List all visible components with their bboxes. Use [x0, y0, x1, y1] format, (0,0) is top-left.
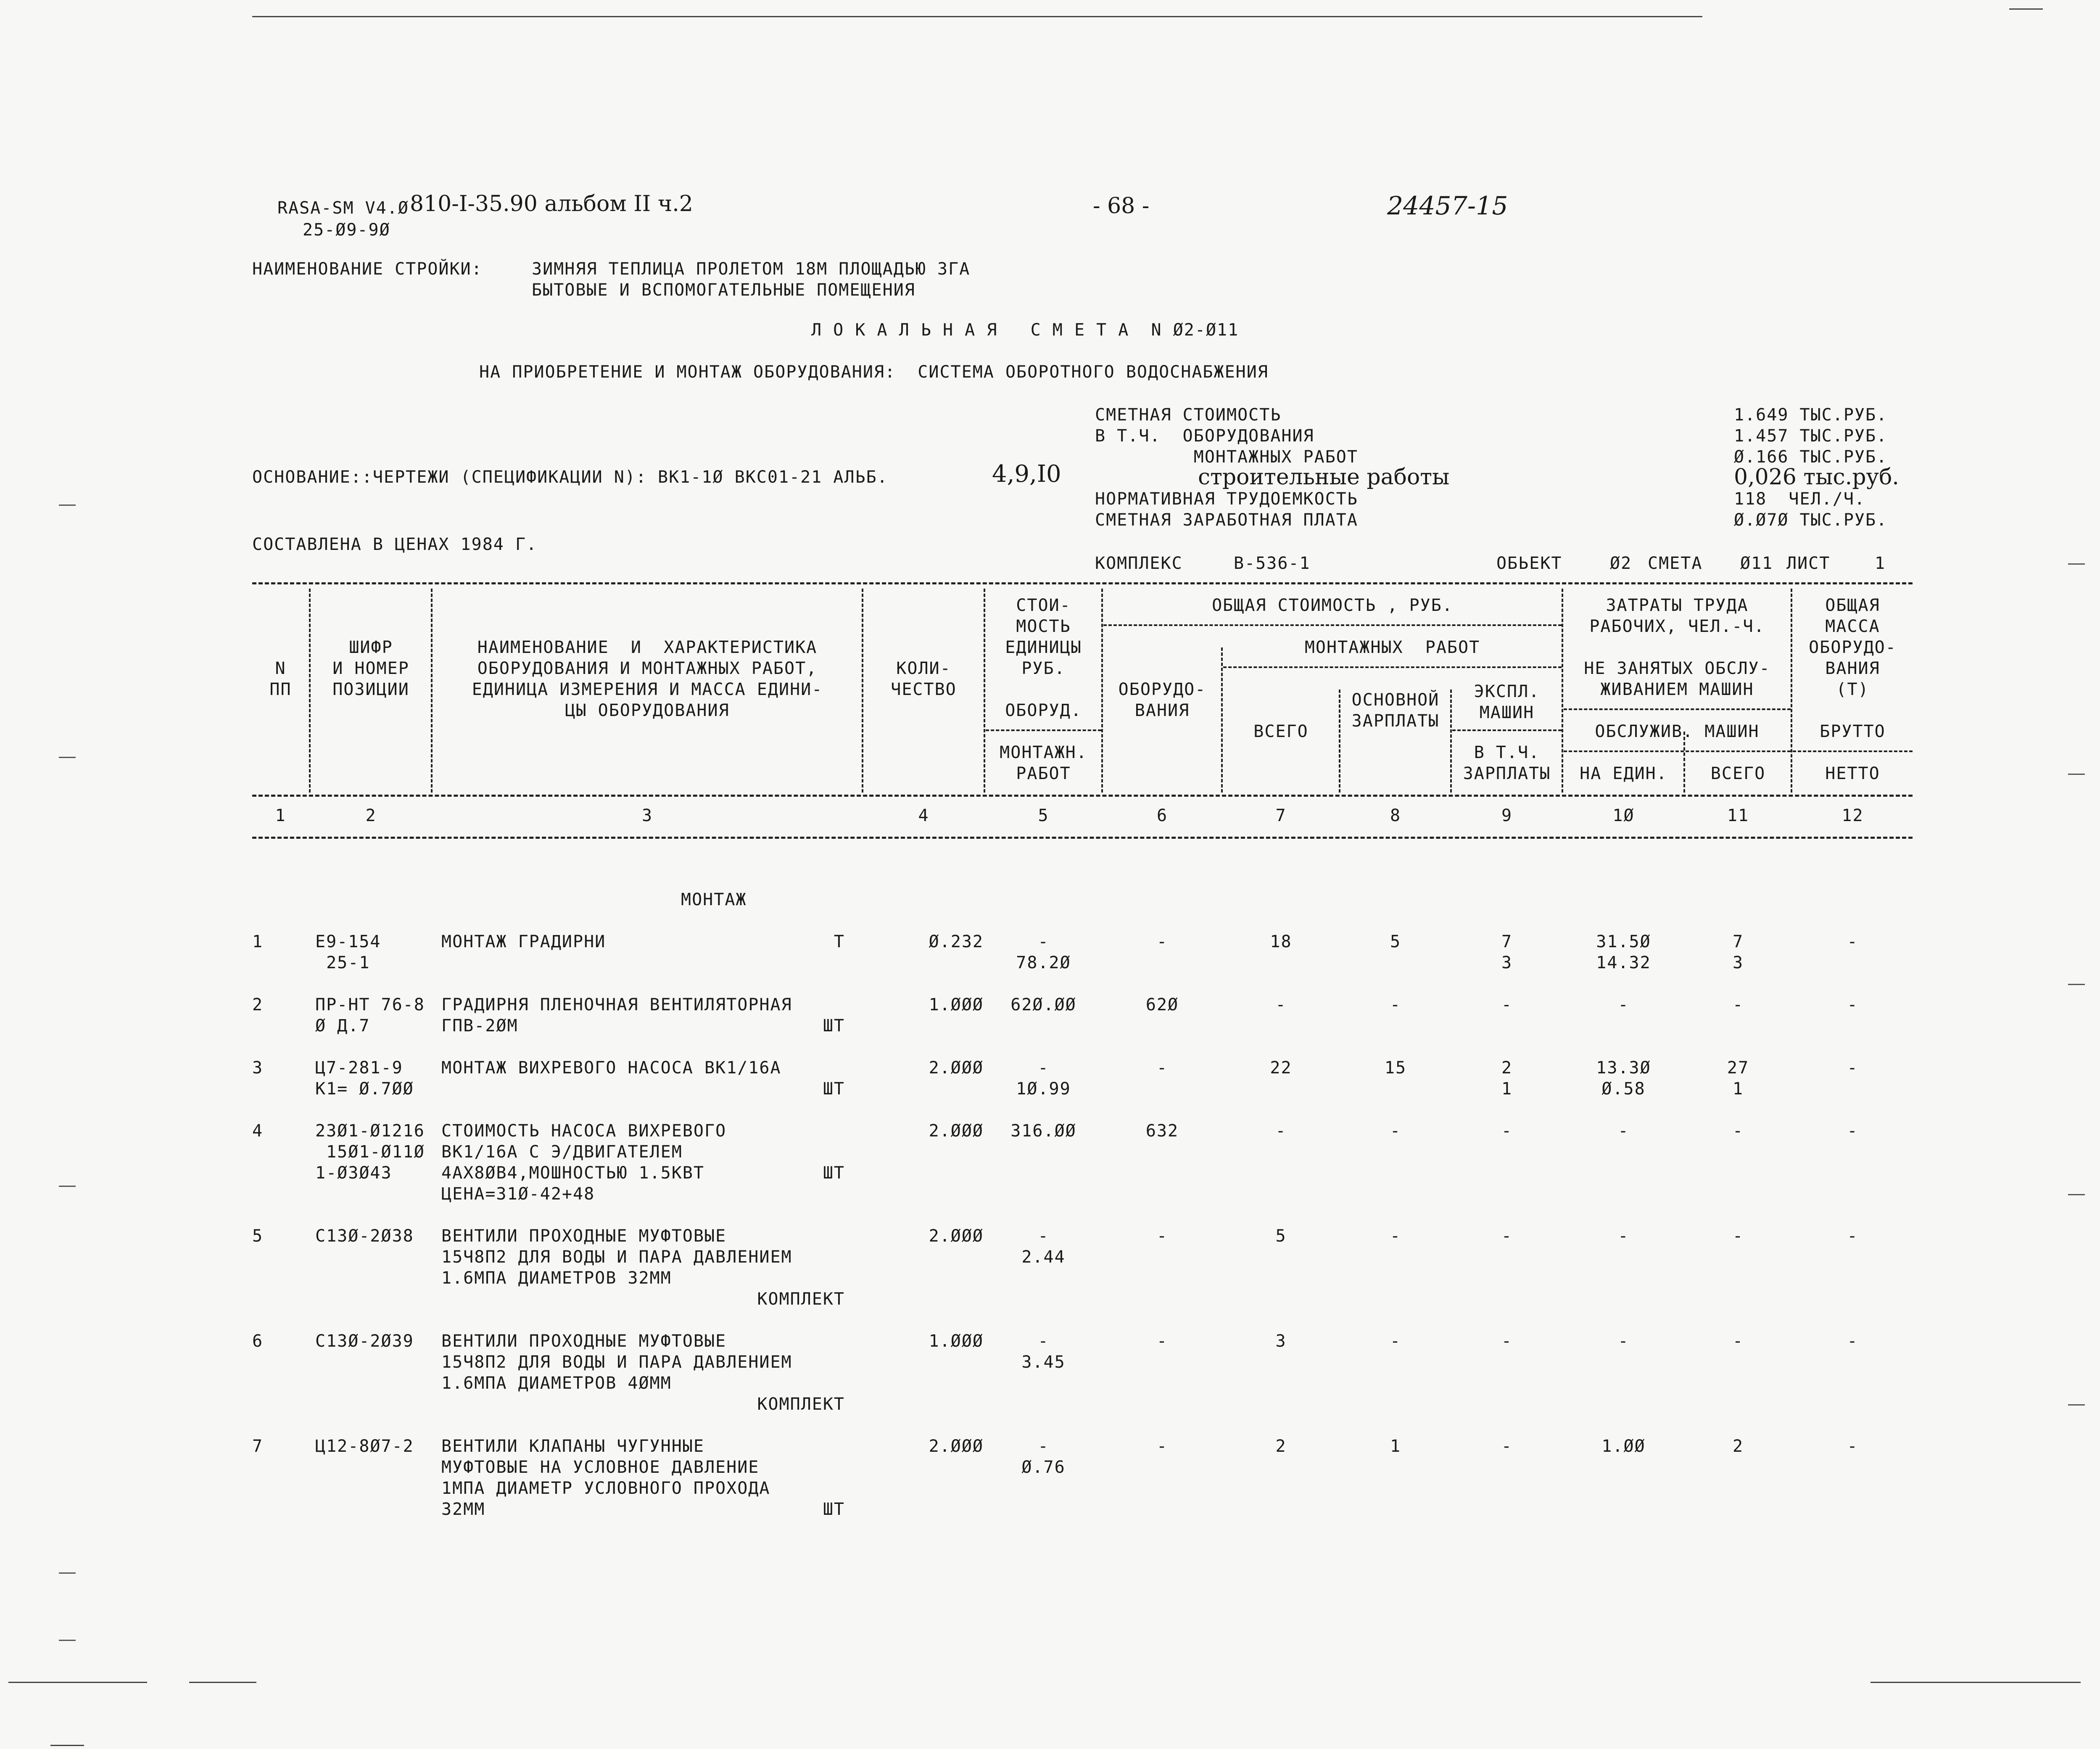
column-separator — [1221, 647, 1223, 793]
basis-text: ОСНОВАНИЕ::ЧЕРТЕЖИ (СПЕЦИФИКАЦИИ N): ВК1-1Ø ВКС01-21 АЛЬБ. — [252, 468, 888, 487]
row-code: Е9-154 25-1 — [315, 932, 381, 972]
header-unit-cost: СТОИ- МОСТЬ ЕДИНИЦЫ РУБ. — [1005, 596, 1082, 678]
row-base-salary: 5 — [1390, 932, 1401, 951]
column-number: 3 — [641, 806, 653, 825]
scan-line-bottom-left — [8, 1682, 147, 1683]
row-name: ВЕНТИЛИ КЛАПАНЫ ЧУГУННЫЕ МУФТОВЫЕ НА УСЛОВНОЕ ДАВЛЕНИЕ 1МПА ДИАМЕТР УСЛОВНОГО ПРОХОДА 32ММ — [441, 1437, 770, 1519]
row-mass: - — [1847, 932, 1858, 951]
row-installation-total: 22 — [1270, 1058, 1292, 1078]
summary-value-handwritten: 0,026 тыс.руб. — [1734, 465, 1899, 490]
header-installation: МОНТАЖНЫХ РАБОТ — [1304, 638, 1480, 657]
table-rule-top — [252, 582, 1913, 584]
column-separator — [862, 589, 863, 793]
row-mass: - — [1847, 1058, 1858, 1078]
page-number: - 68 - — [1093, 193, 1150, 219]
complex-value: В-536-1 — [1234, 554, 1311, 573]
scan-mark — [2009, 8, 2043, 10]
header-mass: ОБЩАЯ МАССА ОБОРУДО- ВАНИЯ (Т) — [1809, 596, 1897, 699]
smeta-value: Ø11 — [1740, 554, 1773, 573]
scan-tick — [2068, 984, 2085, 985]
row-name: ВЕНТИЛИ ПРОХОДНЫЕ МУФТОВЫЕ 15Ч8П2 ДЛЯ ВОДЫ И ПАРА ДАВЛЕНИЕМ 1.6МПА ДИАМЕТРОВ 4ØММ — [441, 1332, 792, 1393]
header-subrule — [1793, 750, 1913, 752]
header-total-cost: ОБЩАЯ СТОИМОСТЬ , РУБ. — [1212, 596, 1453, 615]
construction-label: НАИМЕНОВАНИЕ СТРОЙКИ: — [252, 259, 483, 279]
header-base-salary: ОСНОВНОЙ ЗАРПЛАТЫ — [1351, 690, 1440, 731]
scan-tick — [59, 505, 76, 506]
scan-tick — [2068, 1194, 2085, 1195]
row-quantity: 2.ØØØ — [929, 1121, 984, 1141]
scan-tick — [59, 757, 76, 758]
row-number: 3 — [252, 1058, 264, 1078]
row-unit: ШТ — [823, 1500, 845, 1519]
header-n: N ПП — [269, 659, 292, 699]
column-number: 4 — [918, 806, 929, 825]
row-number: 6 — [252, 1332, 264, 1351]
row-unit-cost: - 2.44 — [1021, 1226, 1066, 1267]
sheet-label: ЛИСТ — [1786, 554, 1831, 573]
smeta-label: СМЕТА — [1648, 554, 1703, 573]
row-quantity: 2.ØØØ — [929, 1226, 984, 1246]
row-unit-cost: - Ø.76 — [1021, 1437, 1066, 1477]
row-installation-total: 2 — [1275, 1437, 1287, 1456]
row-code: 23Ø1-Ø1216 15Ø1-Ø11Ø 1-Ø3Ø43 — [315, 1121, 425, 1183]
header-installation-total: ВСЕГО — [1253, 722, 1309, 741]
summary-label: НОРМАТИВНАЯ ТРУДОЕМКОСТЬ — [1095, 489, 1358, 509]
row-base-salary: - — [1390, 1226, 1401, 1246]
header-subrule — [1223, 666, 1562, 668]
header-quantity: КОЛИ- ЧЕСТВО — [891, 659, 957, 699]
summary-value: Ø.166 ТЫС.РУБ. — [1734, 447, 1888, 467]
row-base-salary: 15 — [1384, 1058, 1407, 1078]
column-separator — [1450, 690, 1452, 793]
row-installation-total: 5 — [1275, 1226, 1287, 1246]
row-base-salary: - — [1390, 995, 1401, 1015]
row-labor-per-unit: - — [1618, 1121, 1629, 1141]
row-equipment-cost: 632 — [1145, 1121, 1179, 1141]
row-quantity: 2.ØØØ — [929, 1058, 984, 1078]
row-base-salary: - — [1390, 1332, 1401, 1351]
column-number: 1 — [275, 806, 286, 825]
column-separator — [1101, 589, 1103, 793]
complex-label: КОМПЛЕКС — [1095, 554, 1183, 573]
summary-label-handwritten: строительные работы — [1198, 465, 1450, 490]
column-separator — [431, 589, 433, 793]
row-equipment-cost: - — [1156, 1437, 1168, 1456]
header-labor-total: ВСЕГО — [1710, 764, 1766, 783]
row-labor-per-unit: 13.3Ø Ø.58 — [1596, 1058, 1651, 1099]
summary-label: СМЕТНАЯ ЗАРАБОТНАЯ ПЛАТА — [1095, 510, 1358, 530]
row-installation-total: - — [1275, 995, 1287, 1015]
row-name: МОНТАЖ ГРАДИРНИ — [441, 932, 606, 951]
column-separator — [984, 589, 985, 793]
row-labor-total: 7 3 — [1732, 932, 1744, 972]
row-base-salary: 1 — [1390, 1437, 1401, 1456]
program-version: RASA-SM V4.Ø — [277, 198, 409, 218]
row-name: СТОИМОСТЬ НАСОСА ВИХРЕВОГО ВК1/16А С Э/ДВИГАТЕЛЕМ 4АХ8ØВ4,МОШНОСТЬЮ 1.5КВТ ЦЕНА=31Ø-42+48 — [441, 1121, 727, 1204]
scan-tick — [59, 1186, 76, 1187]
row-unit: Т — [834, 932, 845, 951]
row-quantity: 1.ØØØ — [929, 1332, 984, 1351]
summary-value: 1.457 ТЫС.РУБ. — [1734, 426, 1888, 446]
row-machine-cost: - — [1501, 1332, 1513, 1351]
row-mass: - — [1847, 1332, 1858, 1351]
column-number: 11 — [1727, 806, 1749, 825]
column-separator — [1562, 589, 1563, 793]
row-number: 5 — [252, 1226, 264, 1246]
row-code: Ц7-281-9 К1= Ø.7ØØ — [315, 1058, 414, 1099]
row-number: 4 — [252, 1121, 264, 1141]
row-number: 1 — [252, 932, 264, 951]
row-equipment-cost: 62Ø — [1145, 995, 1179, 1015]
row-name: ГРАДИРНЯ ПЛЕНОЧНАЯ ВЕНТИЛЯТОРНАЯ ГПВ-2ØМ — [441, 995, 792, 1036]
album-reference: 810-I-35.90 альбом II ч.2 — [410, 191, 693, 217]
row-installation-total: 3 — [1275, 1332, 1287, 1351]
row-machine-cost: 7 3 — [1501, 932, 1513, 972]
row-labor-per-unit: - — [1618, 995, 1629, 1015]
header-subrule — [986, 729, 1101, 731]
row-equipment-cost: - — [1156, 1332, 1168, 1351]
scan-tick — [2068, 1404, 2085, 1406]
construction-line-1: ЗИМНЯЯ ТЕПЛИЦА ПРОЛЕТОМ 18М ПЛОЩАДЬЮ 3ГА — [532, 259, 971, 279]
summary-label: В Т.Ч. ОБОРУДОВАНИЯ — [1095, 426, 1314, 446]
object-value: Ø2 — [1610, 554, 1632, 573]
scan-line-bottom-right — [1870, 1682, 2081, 1683]
row-quantity: Ø.232 — [929, 932, 984, 951]
row-equipment-cost: - — [1156, 1058, 1168, 1078]
column-number: 12 — [1841, 806, 1864, 825]
table-rule-numbers-bottom — [252, 837, 1913, 839]
row-code: С13Ø-2Ø39 — [315, 1332, 414, 1351]
header-labor: ЗАТРАТЫ ТРУДА РАБОЧИХ, ЧЕЛ.-Ч. — [1589, 596, 1765, 636]
scan-line-bottom-left-2 — [189, 1682, 256, 1683]
row-code: ПР-НТ 76-8 Ø Д.7 — [315, 995, 425, 1036]
header-labor-not-machines: НЕ ЗАНЯТЫХ ОБСЛУ- ЖИВАНИЕМ МАШИН — [1584, 659, 1770, 699]
column-number: 7 — [1275, 806, 1287, 825]
header-mass-net: НЕТТО — [1825, 764, 1880, 783]
row-installation-total: 18 — [1270, 932, 1292, 951]
summary-value: Ø.Ø7Ø ТЫС.РУБ. — [1734, 510, 1888, 530]
sheet-value: 1 — [1875, 554, 1886, 573]
column-number: 6 — [1156, 806, 1168, 825]
row-base-salary: - — [1390, 1121, 1401, 1141]
column-number: 1Ø — [1612, 806, 1635, 825]
summary-label: МОНТАЖНЫХ РАБОТ — [1095, 447, 1358, 467]
row-labor-total: - — [1732, 995, 1744, 1015]
row-unit: ШТ — [823, 1016, 845, 1036]
row-machine-cost: - — [1501, 995, 1513, 1015]
header-subrule — [1564, 750, 1791, 752]
row-code: Ц12-8Ø7-2 — [315, 1437, 414, 1456]
scan-tick — [2068, 563, 2085, 565]
row-labor-total: 27 1 — [1727, 1058, 1749, 1099]
row-unit: КОМПЛЕКТ — [757, 1289, 845, 1309]
estimate-subtitle: НА ПРИОБРЕТЕНИЕ И МОНТАЖ ОБОРУДОВАНИЯ: СИСТЕМА ОБОРОТНОГО ВОДОСНАБЖЕНИЯ — [479, 362, 1269, 382]
row-mass: - — [1847, 1226, 1858, 1246]
header-subrule — [1103, 624, 1562, 626]
scan-tick — [59, 1572, 76, 1574]
column-number: 5 — [1038, 806, 1049, 825]
document-number: 24457-15 — [1387, 191, 1508, 221]
row-installation-total: - — [1275, 1121, 1287, 1141]
summary-value: 1.649 ТЫС.РУБ. — [1734, 405, 1888, 425]
row-unit: ШТ — [823, 1163, 845, 1183]
column-number: 8 — [1390, 806, 1401, 825]
row-labor-per-unit: - — [1618, 1332, 1629, 1351]
row-labor-total: 2 — [1732, 1437, 1744, 1456]
header-unit-cost-equipment: ОБОРУД. — [1005, 701, 1082, 720]
header-subrule — [1452, 729, 1562, 731]
row-name: МОНТАЖ ВИХРЕВОГО НАСОСА ВК1/16А — [441, 1058, 781, 1078]
summary-value: 118 ЧЕЛ./Ч. — [1734, 489, 1865, 509]
header-equipment: ОБОРУДО- ВАНИЯ — [1118, 680, 1206, 720]
section-title: МОНТАЖ — [681, 890, 747, 909]
row-equipment-cost: - — [1156, 1226, 1168, 1246]
row-code: С13Ø-2Ø38 — [315, 1226, 414, 1246]
row-number: 2 — [252, 995, 264, 1015]
column-separator — [1339, 690, 1340, 793]
column-number: 2 — [365, 806, 377, 825]
row-name: ВЕНТИЛИ ПРОХОДНЫЕ МУФТОВЫЕ 15Ч8П2 ДЛЯ ВОДЫ И ПАРА ДАВЛЕНИЕМ 1.6МПА ДИАМЕТРОВ 32ММ — [441, 1226, 792, 1288]
header-name: НАИМЕНОВАНИЕ И ХАРАКТЕРИСТИКА ОБОРУДОВАНИЯ И МОНТАЖНЫХ РАБОТ, ЕДИНИЦА ИЗМЕРЕНИЯ И МАССА ЕДИНИ- ЦЫ ОБОРУДОВАНИЯ — [472, 638, 823, 720]
row-labor-per-unit: 1.ØØ — [1601, 1437, 1646, 1456]
header-labor-machines: ОБСЛУЖИВ. МАШИН — [1595, 722, 1760, 741]
row-quantity: 2.ØØØ — [929, 1437, 984, 1456]
table-rule-header-bottom — [252, 795, 1913, 797]
column-separator — [1791, 589, 1792, 793]
row-unit-cost: - 3.45 — [1021, 1332, 1066, 1372]
object-label: ОБЬЕКТ — [1496, 554, 1562, 573]
print-date: 25-Ø9-9Ø — [303, 220, 390, 240]
header-machine-operation: ЭКСПЛ. МАШИН — [1474, 682, 1540, 722]
summary-label: СМЕТНАЯ СТОИМОСТЬ — [1095, 405, 1282, 425]
price-level: СОСТАВЛЕНА В ЦЕНАХ 1984 Г. — [252, 535, 538, 554]
row-machine-cost: - — [1501, 1226, 1513, 1246]
row-labor-total: - — [1732, 1332, 1744, 1351]
header-subrule — [1564, 708, 1791, 710]
header-unit-cost-installation: МОНТАЖН. РАБОТ — [1000, 743, 1087, 783]
header-labor-per-unit: НА ЕДИН. — [1580, 764, 1667, 783]
row-quantity: 1.ØØØ — [929, 995, 984, 1015]
row-unit-cost: - 78.2Ø — [1016, 932, 1071, 972]
scan-line-top — [252, 16, 1702, 17]
estimate-title: Л О К А Л Ь Н А Я С М Е Т А N Ø2-Ø11 — [811, 320, 1239, 340]
row-unit: КОМПЛЕКТ — [757, 1395, 845, 1414]
column-separator — [309, 589, 311, 793]
row-labor-per-unit: - — [1618, 1226, 1629, 1246]
row-number: 7 — [252, 1437, 264, 1456]
row-labor-total: - — [1732, 1121, 1744, 1141]
scan-tick — [2068, 774, 2085, 775]
header-mass-gross: БРУТТО — [1820, 722, 1886, 741]
column-number: 9 — [1501, 806, 1513, 825]
row-unit: ШТ — [823, 1079, 845, 1099]
basis-albums: 4,9,I0 — [992, 460, 1061, 488]
row-labor-per-unit: 31.5Ø 14.32 — [1596, 932, 1651, 972]
row-unit-cost: 62Ø.ØØ — [1010, 995, 1076, 1015]
row-unit-cost: 316.ØØ — [1010, 1121, 1076, 1141]
row-labor-total: - — [1732, 1226, 1744, 1246]
row-machine-cost: - — [1501, 1121, 1513, 1141]
scan-tick — [59, 1640, 76, 1641]
row-machine-cost: 2 1 — [1501, 1058, 1513, 1099]
row-machine-cost: - — [1501, 1437, 1513, 1456]
row-unit-cost: - 1Ø.99 — [1016, 1058, 1071, 1099]
row-mass: - — [1847, 1437, 1858, 1456]
scan-mark-bottom — [50, 1745, 84, 1746]
header-machine-salary: В Т.Ч. ЗАРПЛАТЫ — [1463, 743, 1551, 783]
header-code: ШИФР И НОМЕР ПОЗИЦИИ — [332, 638, 409, 699]
row-mass: - — [1847, 1121, 1858, 1141]
row-equipment-cost: - — [1156, 932, 1168, 951]
construction-line-2: БЫТОВЫЕ И ВСПОМОГАТЕЛЬНЫЕ ПОМЕЩЕНИЯ — [532, 280, 915, 300]
row-mass: - — [1847, 995, 1858, 1015]
